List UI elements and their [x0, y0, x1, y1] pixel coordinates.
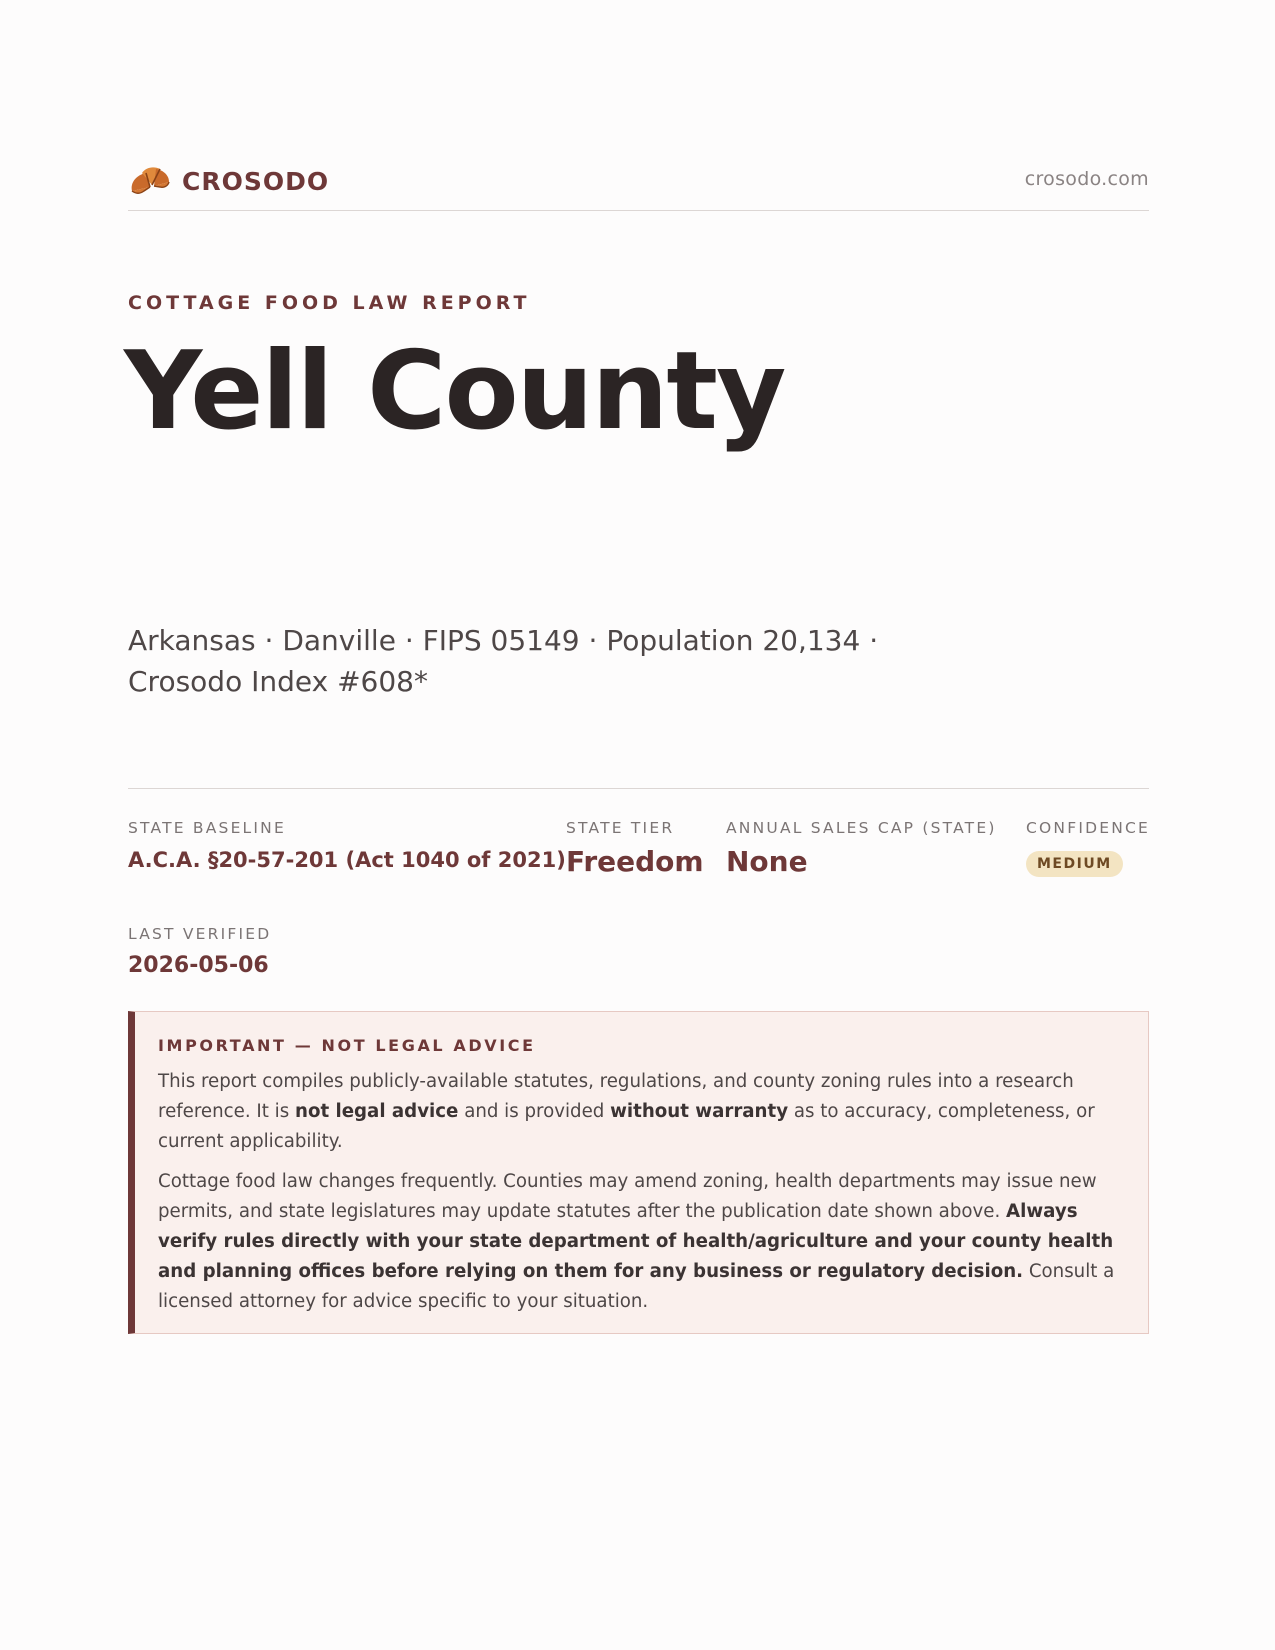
county-summary [128, 620, 888, 702]
notice-text: as to accuracy, completeness, or current applicability. [158, 1101, 1095, 1152]
state-tier-value: Freedom [566, 845, 704, 878]
notice-text: and is provided [458, 1101, 611, 1122]
annual-sales-cap-value: None [726, 845, 808, 878]
notice-emphasis: not legal advice [295, 1101, 459, 1122]
state-tier-label: STATE TIER [566, 819, 675, 837]
notice-text: Cottage food law changes frequently. Counties may amend zoning, health departments may issue new permits, and state legislatures may update statutes after the publication date shown above. [158, 1171, 1097, 1222]
legal-notice-paragraph-1 [158, 1067, 1124, 1157]
county-summary-line-2: Crosodo Index #608* [128, 665, 428, 698]
confidence-label: CONFIDENCE [1026, 819, 1151, 837]
notice-text: Consult a licensed attorney for advice specific to your situation. [158, 1261, 1115, 1312]
report-eyebrow: COTTAGE FOOD LAW REPORT [128, 292, 531, 314]
brand-name: CROSODO [182, 166, 330, 196]
confidence-badge: MEDIUM [1026, 851, 1123, 877]
annual-sales-cap-label: ANNUAL SALES CAP (STATE) [726, 819, 997, 837]
notice-emphasis: Always verify rules directly with your state department of health/agriculture and your county health and planning offices before relying on them for any business or regulatory decision. [158, 1201, 1114, 1282]
state-tier-field [566, 819, 704, 878]
state-baseline-value: A.C.A. §20-57-201 (Act 1040 of 2021) [128, 848, 566, 872]
last-verified-value: 2026-05-06 [128, 953, 269, 978]
annual-sales-cap-field [726, 819, 997, 878]
notice-text: This report compiles publicly-available statutes, regulations, and county zoning rules into a research reference. It is [158, 1071, 1074, 1122]
legal-notice-title: IMPORTANT — NOT LEGAL ADVICE [158, 1036, 536, 1055]
legal-notice [128, 1011, 1149, 1334]
site-url[interactable]: crosodo.com [1024, 168, 1149, 190]
page-header [128, 156, 1149, 211]
section-divider [128, 788, 1149, 789]
last-verified-field [128, 925, 271, 978]
county-summary-line-1: Arkansas · Danville · FIPS 05149 · Population 20,134 · [128, 624, 879, 657]
state-baseline-field [128, 819, 566, 872]
last-verified-label: LAST VERIFIED [128, 925, 272, 943]
state-baseline-label: STATE BASELINE [128, 819, 286, 837]
croissant-icon [128, 161, 172, 201]
legal-notice-paragraph-2 [158, 1167, 1124, 1317]
page-title: Yell County [124, 329, 785, 454]
notice-emphasis: without warranty [610, 1101, 789, 1122]
confidence-field [1026, 819, 1150, 877]
brand[interactable] [128, 161, 329, 201]
